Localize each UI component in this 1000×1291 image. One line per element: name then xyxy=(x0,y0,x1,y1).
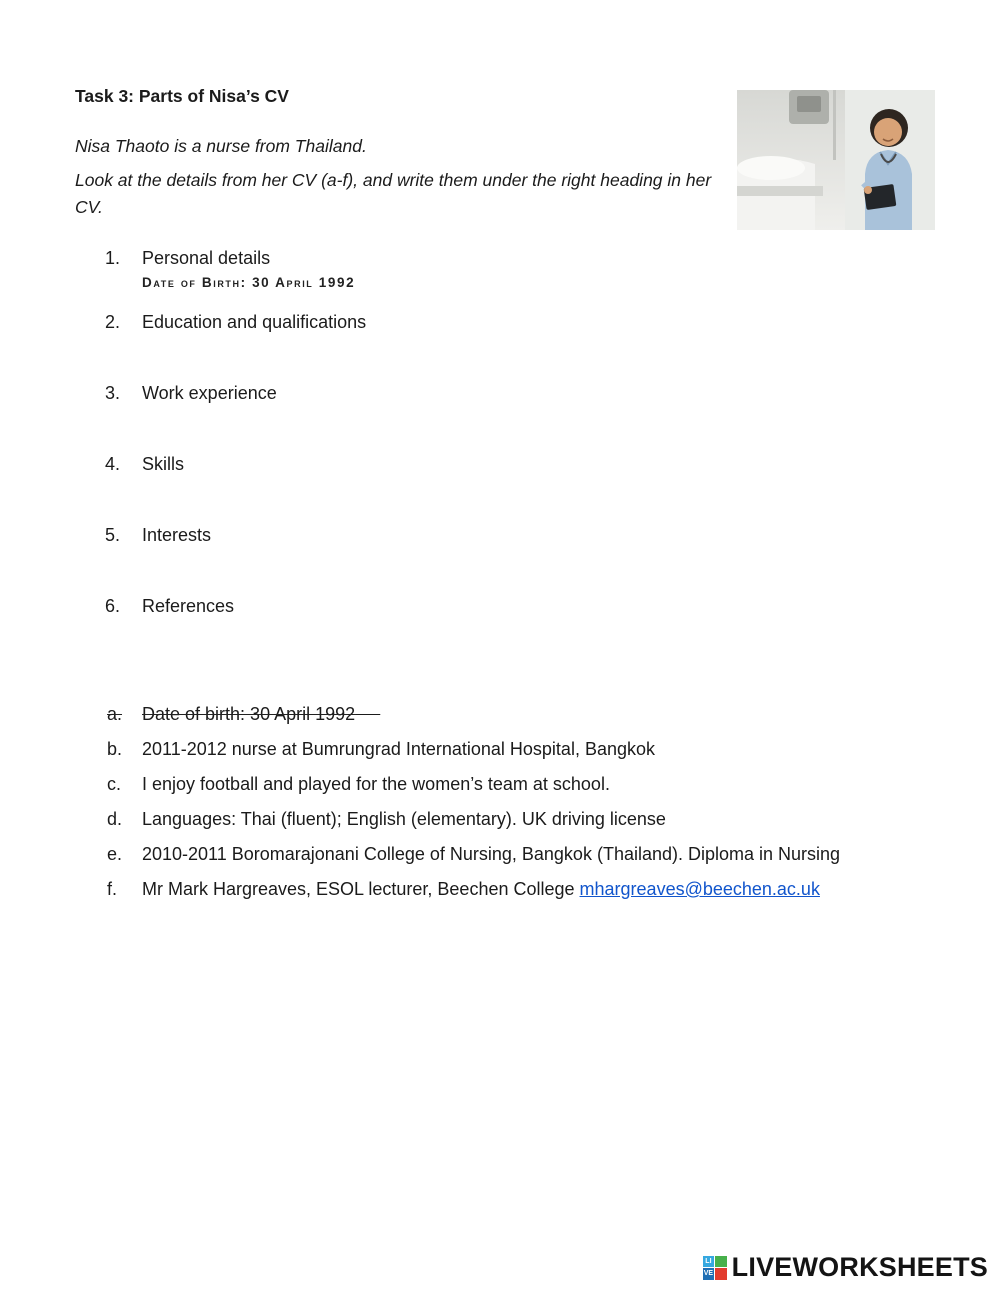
task-title: Task 3: Parts of Nisa’s CV xyxy=(75,86,289,106)
detail-text xyxy=(142,880,820,899)
item-number: 5. xyxy=(105,525,121,545)
detail-text: Languages: Thai (fluent); English (elementary). UK driving license xyxy=(142,809,666,829)
detail-text: 2010-2011 Boromarajonani College of Nursing, Bangkok (Thailand). Diploma in Nursing xyxy=(142,844,841,864)
item-number: 1. xyxy=(105,248,121,268)
detail-item-c xyxy=(107,775,977,794)
item-letter: c. xyxy=(107,774,122,794)
detail-item-a xyxy=(107,705,977,724)
detail-text: Date of birth: 30 April 1992 xyxy=(142,704,356,724)
item-number: 2. xyxy=(105,312,121,332)
item-number: 4. xyxy=(105,454,121,474)
detail-item-e xyxy=(107,845,977,864)
cv-heading-work-experience xyxy=(105,383,945,403)
answer-input-personal-details[interactable]: Date of Birth: 30 April 1992 xyxy=(142,275,356,290)
logo-tile-green xyxy=(715,1256,727,1268)
item-letter: e. xyxy=(107,844,123,864)
intro-line-2: Look at the details from her CV (a-f), and write them under the right heading in her CV. xyxy=(75,170,712,218)
item-label: Personal details xyxy=(142,248,271,268)
item-label: Education and qualifications xyxy=(142,312,367,332)
cv-heading-education xyxy=(105,312,945,332)
logo-tile-darkblue: VE xyxy=(703,1268,715,1280)
cv-heading-interests xyxy=(105,525,945,545)
item-letter: d. xyxy=(107,809,123,829)
item-letter: b. xyxy=(107,739,123,759)
liveworksheets-wordmark: LIVEWORKSHEETS xyxy=(731,1252,988,1282)
detail-item-d xyxy=(107,810,977,829)
nurse-photo xyxy=(737,90,935,230)
item-number: 3. xyxy=(105,383,121,403)
footer-brand xyxy=(703,1252,988,1283)
item-label: Skills xyxy=(142,454,185,474)
header xyxy=(75,86,715,228)
cv-heading-personal-details xyxy=(105,248,945,268)
item-label: Interests xyxy=(142,525,212,545)
cv-headings-list xyxy=(105,248,945,616)
cv-heading-references xyxy=(105,596,945,616)
item-number: 6. xyxy=(105,596,121,616)
item-label: References xyxy=(142,596,235,616)
detail-text: 2011-2012 nurse at Bumrungrad International Hospital, Bangkok xyxy=(142,739,655,759)
logo-tile-red xyxy=(715,1268,727,1280)
cv-heading-skills xyxy=(105,454,945,474)
detail-text-before-link: Mr Mark Hargreaves, ESOL lecturer, Beechen College xyxy=(142,879,580,899)
logo-tile-blue: LI xyxy=(703,1256,715,1268)
item-letter: f. xyxy=(107,879,118,899)
detail-item-b xyxy=(107,740,977,759)
item-label: Work experience xyxy=(142,383,277,403)
cv-details-list xyxy=(107,705,977,915)
detail-text: I enjoy football and played for the women’s team at school. xyxy=(142,774,610,794)
email-link[interactable]: mhargreaves@beechen.ac.uk xyxy=(579,879,820,899)
liveworksheets-logo-icon xyxy=(703,1256,727,1280)
intro-line-1: Nisa Thaoto is a nurse from Thailand. xyxy=(75,136,367,156)
item-letter: a. xyxy=(107,704,123,724)
detail-item-f xyxy=(107,880,977,899)
